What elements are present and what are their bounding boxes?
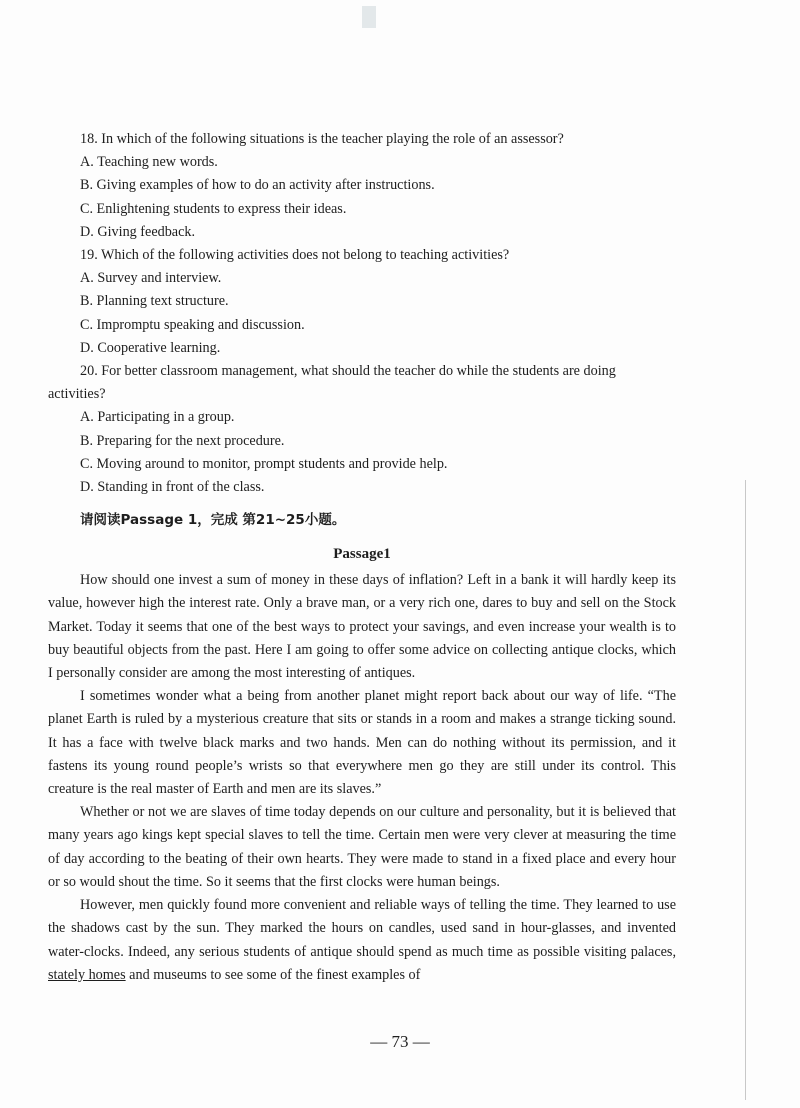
passage-paragraph: I sometimes wonder what a being from another planet might report back about our way of life. “The planet Earth is ruled by a mysterious creature that sits or stands in a room and makes a strange ticking sound. It has a face with twelve black marks and two hands. Men can do nothing without its permission, and it fastens its young round people’s wrists so that everywhere men go they are still under its control. This creature is the real master of Earth and men are its slaves.” bbox=[48, 688, 676, 798]
option-a: A. Teaching new words. bbox=[80, 154, 218, 171]
option-c: C. Impromptu speaking and discussion. bbox=[80, 316, 305, 333]
question-text: 20. For better classroom management, what should the teacher do while the students are doing activities? bbox=[48, 363, 616, 403]
question-18 bbox=[48, 128, 676, 244]
option-c: C. Moving around to monitor, prompt students and provide help. bbox=[80, 455, 448, 472]
question-text: 18. In which of the following situations is the teacher playing the role of an assessor? bbox=[80, 131, 564, 147]
scan-artifact bbox=[362, 6, 376, 28]
underlined-phrase: stately homes bbox=[48, 966, 126, 983]
paragraph-text: However, men quickly found more convenient and reliable ways of telling the time. They learned to use the shadows cast by the sun. They marked the hours on candles, used sand in hour-glasses, and invented water-clocks. Indeed, any serious students of antique should spend as much time as possible visiting palaces, bbox=[48, 897, 676, 960]
option-a: A. Survey and interview. bbox=[80, 270, 222, 287]
reading-instruction: 请阅读Passage 1，完成 第21~25小题。 bbox=[80, 512, 346, 529]
passage-title: Passage1 bbox=[333, 546, 391, 563]
option-d: D. Cooperative learning. bbox=[80, 339, 221, 356]
option-d: D. Standing in front of the class. bbox=[80, 479, 265, 496]
page-content bbox=[48, 128, 676, 987]
passage-paragraph-last bbox=[48, 894, 676, 987]
option-a: A. Participating in a group. bbox=[80, 409, 235, 426]
option-c: C. Enlightening students to express their ideas. bbox=[80, 200, 347, 217]
page-number: — 73 — bbox=[370, 1032, 430, 1051]
option-b: B. Planning text structure. bbox=[80, 293, 229, 310]
question-19 bbox=[48, 244, 676, 360]
paragraph-text: and museums to see some of the finest examples of bbox=[125, 966, 421, 983]
question-20 bbox=[48, 360, 676, 499]
option-d: D. Giving feedback. bbox=[80, 223, 196, 240]
binding-line bbox=[745, 480, 746, 1100]
option-b: B. Preparing for the next procedure. bbox=[80, 432, 285, 449]
passage-paragraph: How should one invest a sum of money in these days of inflation? Left in a bank it will hardly keep its value, however high the interest rate. Only a brave man, or a very rich one, dares to buy and sell on the Stock Market. Today it seems that one of the best ways to protect your savings, and even increase your wealth is to buy beautiful objects from the past. Here I am going to offer some advice on collecting antique clocks, which I personally consider are among the most interesting of antiques. bbox=[48, 572, 676, 682]
passage-paragraph: Whether or not we are slaves of time today depends on our culture and personality, but it is believed that many years ago kings kept special slaves to tell the time. Certain men were very clever at measuring the time of day according to the beating of their own hearts. They were made to stand in a fixed place and every hour or so would shout the time. So it seems that the first clocks were human beings. bbox=[48, 804, 676, 890]
question-text: 19. Which of the following activities does not belong to teaching activities? bbox=[80, 247, 510, 264]
option-b: B. Giving examples of how to do an activity after instructions. bbox=[80, 177, 435, 194]
